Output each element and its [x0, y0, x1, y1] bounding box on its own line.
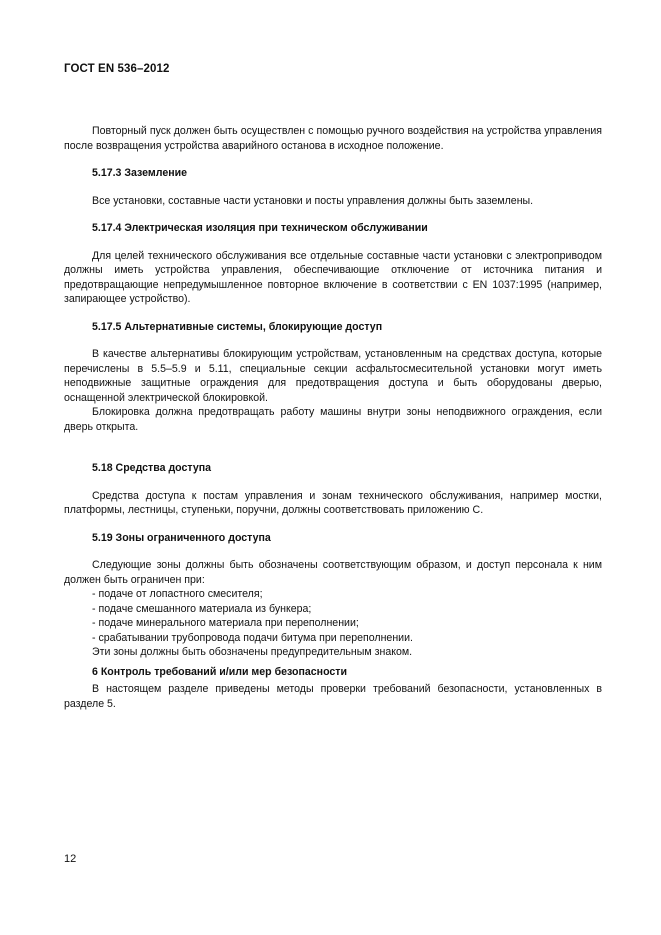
paragraph-6: В настоящем разделе приведены методы проверки требований безопасности, установленных в разделе 5. [64, 683, 602, 710]
paragraph-5-19-intro: Следующие зоны должны быть обозначены соответствующим образом, и доступ персонала к ним должен быть ограничен при: [64, 559, 602, 586]
page-number: 12 [64, 853, 77, 865]
document-code: ГОСТ EN 536–2012 [64, 63, 170, 75]
paragraph-5-17-3: Все установки, составные части установки и посты управления должны быть заземлены. [92, 194, 534, 207]
heading-5-19: 5.19 Зоны ограниченного доступа [92, 531, 271, 544]
heading-5-18: 5.18 Средства доступа [92, 462, 212, 474]
paragraph-5-17-5-b: Блокировка должна предотвращать работу машины внутри зоны неподвижного ограждения, если дверь открыта. [64, 406, 602, 433]
list-item: - подаче минерального материала при переполнении; [92, 617, 359, 629]
paragraph-5-17-4: Для целей технического обслуживания все отдельные составные части установки с электроприводом должны иметь устройства управления, обеспечивающие отключение от источника питания и предотвращающие непредумышленное повторное включение в соответствии с EN 1037:1995 (например, запирающее устройство). [64, 249, 602, 305]
list-item: - подаче смешанного материала из бункера; [92, 602, 312, 615]
list-item: - подаче от лопастного смесителя; [92, 588, 263, 600]
paragraph-5-19-end: Эти зоны должны быть обозначены предупредительным знаком. [92, 646, 413, 658]
list-item: - срабатывании трубопровода подачи битума при переполнении. [92, 631, 413, 644]
heading-5-17-5: 5.17.5 Альтернативные системы, блокирующие доступ [92, 320, 383, 333]
heading-5-17-3: 5.17.3 Заземление [92, 167, 188, 179]
paragraph-restart: Повторный пуск должен быть осуществлен с помощью ручного воздействия на устройства управления после возвращения устройства аварийного останова в исходное положение. [64, 125, 602, 152]
paragraph-5-17-5-a: В качестве альтернативы блокирующим устройствам, установленным на средствах доступа, которые перечислены в 5.5–5.9 и 5.11, специальные секции асфальтосмесительной установки могут иметь неподвижные защитные ограждения для предотвращения доступа и быть оборудованы дверью, оснащенной электрической блокировкой. [64, 348, 602, 404]
paragraph-5-18: Средства доступа к постам управления и зонам технического обслуживания, например мостки, платформы, лестницы, ступеньки, поручни, должны соответствовать приложению С. [64, 489, 602, 516]
heading-6: 6 Контроль требований и/или мер безопасности [92, 665, 347, 678]
document-body [64, 124, 602, 711]
heading-5-17-4: 5.17.4 Электрическая изоляция при техническом обслуживании [92, 222, 428, 234]
